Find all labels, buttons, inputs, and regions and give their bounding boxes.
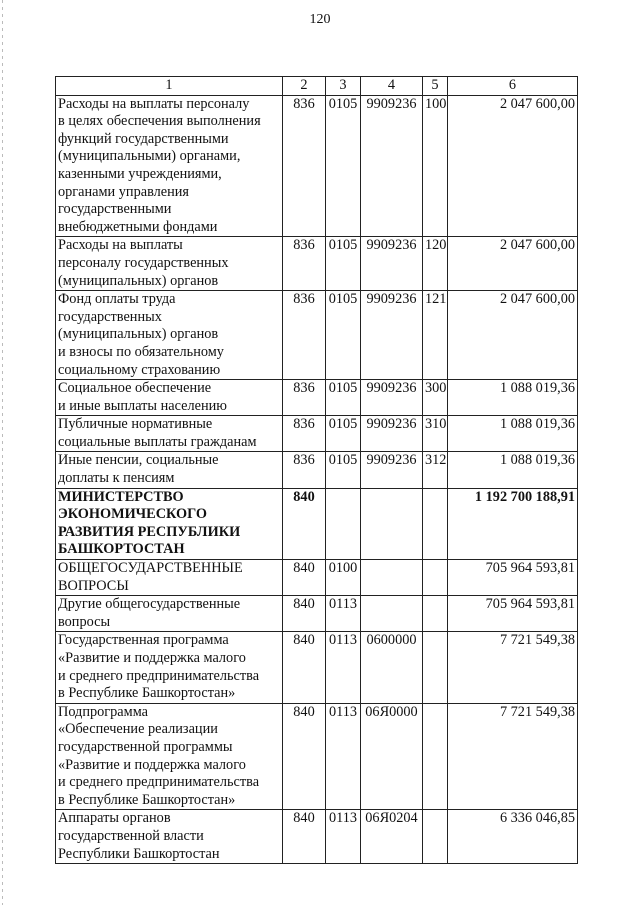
target-code: 0600000: [361, 632, 423, 703]
row-name-line: вопросы: [58, 613, 111, 630]
section-code: 0105: [326, 95, 361, 237]
amount: 705 964 593,81: [448, 596, 578, 632]
target-code: [361, 488, 423, 559]
expense-type: [423, 560, 448, 596]
row-name-line: (муниципальных) органов: [58, 326, 219, 343]
ministry-code: 840: [283, 596, 326, 632]
scan-edge: [2, 0, 3, 905]
header-row: [56, 77, 578, 96]
row-name-line: БАШКОРТОСТАН: [58, 541, 185, 558]
section-code: 0100: [326, 560, 361, 596]
expense-type: [423, 488, 448, 559]
table-row: [56, 703, 578, 810]
header-cell: 2: [283, 77, 326, 96]
row-name-line: и среднего предпринимательства: [58, 774, 260, 791]
row-name-line: (муниципальных) органов: [58, 272, 219, 289]
amount: 1 192 700 188,91: [448, 488, 578, 559]
row-name-line: Социальное обеспечение: [58, 380, 212, 397]
target-code: 9909236: [361, 416, 423, 452]
row-name-line: Подпрограмма: [58, 703, 148, 720]
amount: 1 088 019,36: [448, 452, 578, 488]
section-code: 0105: [326, 237, 361, 291]
expense-type: 121: [423, 291, 448, 380]
header-cell: 4: [361, 77, 423, 96]
target-code: 06Я0204: [361, 810, 423, 864]
table-row: [56, 632, 578, 703]
row-name-line: ЭКОНОМИЧЕСКОГО: [58, 506, 208, 523]
row-name-line: внебюджетными фондами: [58, 218, 218, 235]
row-name-line: Аппараты органов: [58, 810, 171, 827]
row-name-line: социальные выплаты гражданам: [58, 433, 257, 450]
ministry-code: 840: [283, 632, 326, 703]
target-code: 06Я0000: [361, 703, 423, 810]
amount: 6 336 046,85: [448, 810, 578, 864]
section-code: 0105: [326, 416, 361, 452]
ministry-code: 836: [283, 237, 326, 291]
row-name-line: ВОПРОСЫ: [58, 577, 129, 594]
section-code: [326, 488, 361, 559]
expense-type: 120: [423, 237, 448, 291]
section-code: 0105: [326, 380, 361, 416]
row-name: [56, 596, 283, 632]
section-code: 0113: [326, 703, 361, 810]
ministry-code: 840: [283, 560, 326, 596]
expense-type: [423, 632, 448, 703]
table-row: [56, 810, 578, 864]
amount: 1 088 019,36: [448, 380, 578, 416]
target-code: [361, 560, 423, 596]
row-name: [56, 380, 283, 416]
section-code: 0105: [326, 291, 361, 380]
ministry-code: 840: [283, 488, 326, 559]
ministry-code: 836: [283, 95, 326, 237]
section-code: 0105: [326, 452, 361, 488]
target-code: 9909236: [361, 95, 423, 237]
row-name-line: доплаты к пенсиям: [58, 470, 175, 487]
row-name-line: «Развитие и поддержка малого: [58, 756, 246, 773]
expense-type: 312: [423, 452, 448, 488]
target-code: 9909236: [361, 237, 423, 291]
expense-type: [423, 703, 448, 810]
budget-table: [55, 76, 578, 864]
row-name-line: в целях обеспечения выполнения: [58, 113, 261, 130]
row-name-line: ОБЩЕГОСУДАРСТВЕННЫЕ: [58, 560, 243, 577]
row-name: [56, 452, 283, 488]
row-name-line: Публичные нормативные: [58, 416, 213, 433]
section-code: 0113: [326, 810, 361, 864]
table-row: [56, 291, 578, 380]
row-name-line: в Республике Башкортостан»: [58, 791, 236, 808]
row-name-line: и иные выплаты населению: [58, 397, 227, 414]
row-name-line: государственной власти: [58, 827, 204, 844]
ministry-code: 840: [283, 703, 326, 810]
header-cell: 5: [423, 77, 448, 96]
amount: 7 721 549,38: [448, 703, 578, 810]
expense-type: 100: [423, 95, 448, 237]
amount: 2 047 600,00: [448, 237, 578, 291]
row-name-line: функций государственными: [58, 130, 229, 147]
row-name-line: государственных: [58, 308, 162, 325]
row-name-line: социальному страхованию: [58, 361, 221, 378]
row-name: [56, 488, 283, 559]
ministry-code: 836: [283, 291, 326, 380]
amount: 2 047 600,00: [448, 291, 578, 380]
table-row: [56, 95, 578, 237]
ministry-code: 836: [283, 452, 326, 488]
target-code: 9909236: [361, 380, 423, 416]
row-name-line: Иные пенсии, социальные: [58, 452, 219, 469]
row-name-line: Расходы на выплаты персоналу: [58, 95, 250, 112]
ministry-code: 836: [283, 380, 326, 416]
row-name-line: «Развитие и поддержка малого: [58, 650, 246, 666]
row-name-line: и взносы по обязательному: [58, 343, 224, 360]
row-name-line: государственной программы: [58, 738, 233, 755]
table-row: [56, 560, 578, 596]
table-row: [56, 237, 578, 291]
row-name-line: Государственная программа: [58, 632, 229, 649]
table-row: [56, 416, 578, 452]
expense-type: 300: [423, 380, 448, 416]
target-code: 9909236: [361, 452, 423, 488]
table-row: [56, 488, 578, 559]
amount: 2 047 600,00: [448, 95, 578, 237]
row-name: [56, 632, 283, 703]
row-name-line: Фонд оплаты труда: [58, 291, 176, 308]
row-name-line: МИНИСТЕРСТВО: [58, 488, 184, 505]
row-name-line: органами управления: [58, 183, 189, 200]
header-cell: 1: [56, 77, 283, 96]
amount: 1 088 019,36: [448, 416, 578, 452]
amount: 7 721 549,38: [448, 632, 578, 703]
table-row: [56, 380, 578, 416]
row-name-line: Расходы на выплаты: [58, 237, 183, 254]
row-name: [56, 291, 283, 380]
expense-type: [423, 810, 448, 864]
target-code: [361, 596, 423, 632]
row-name-line: и среднего предпринимательства: [58, 667, 260, 684]
row-name-line: в Республике Башкортостан»: [58, 685, 236, 702]
row-name: [56, 237, 283, 291]
row-name: [56, 560, 283, 596]
table-row: [56, 596, 578, 632]
row-name-line: Республики Башкортостан: [58, 845, 220, 862]
expense-type: [423, 596, 448, 632]
row-name-line: (муниципальными) органами,: [58, 148, 241, 165]
ministry-code: 836: [283, 416, 326, 452]
row-name-line: «Обеспечение реализации: [58, 721, 218, 738]
header-cell: 6: [448, 77, 578, 96]
row-name-line: казенными учреждениями,: [58, 165, 222, 182]
table-row: [56, 452, 578, 488]
row-name-line: персоналу государственных: [58, 254, 229, 271]
section-code: 0113: [326, 596, 361, 632]
row-name-line: Другие общегосударственные: [58, 596, 241, 613]
ministry-code: 840: [283, 810, 326, 864]
section-code: 0113: [326, 632, 361, 703]
row-name: [56, 703, 283, 810]
row-name-line: РАЗВИТИЯ РЕСПУБЛИКИ: [58, 523, 241, 540]
amount: 705 964 593,81: [448, 560, 578, 596]
row-name: [56, 810, 283, 864]
row-name: [56, 95, 283, 237]
row-name-line: государственными: [58, 201, 172, 218]
table-body: [56, 95, 578, 864]
expense-type: 310: [423, 416, 448, 452]
row-name: [56, 416, 283, 452]
target-code: 9909236: [361, 291, 423, 380]
header-cell: 3: [326, 77, 361, 96]
page-number: 120: [309, 12, 331, 27]
